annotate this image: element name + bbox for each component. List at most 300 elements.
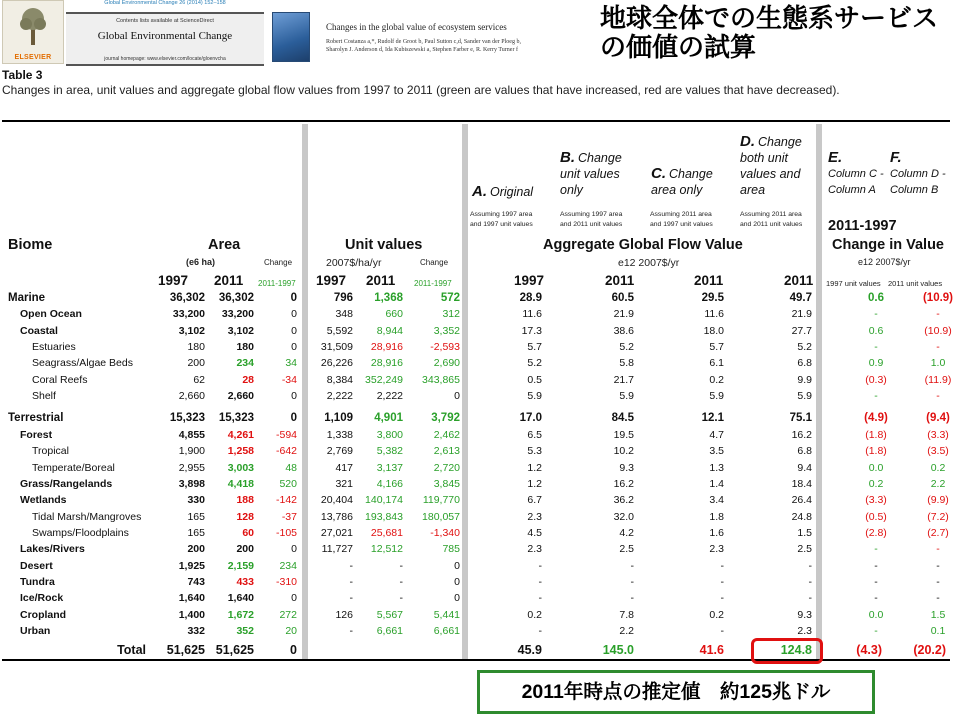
biome-name: Terrestrial — [8, 412, 64, 425]
biome-name: Tropical — [32, 445, 69, 458]
cell-uch: 785 — [442, 543, 460, 556]
journal-citation: Global Environmental Change 26 (2014) 152–158 — [104, 0, 226, 6]
total-agg-c: 41.6 — [699, 643, 724, 657]
table-row — [0, 339, 960, 355]
cell-ach: -642 — [275, 445, 297, 458]
cell-C: 11.6 — [704, 308, 724, 321]
cell-a97: 1,900 — [178, 445, 205, 458]
cell-a11: 180 — [236, 341, 254, 354]
cell-a11: 352 — [236, 625, 254, 637]
cell-B: 4.2 — [619, 526, 634, 539]
cell-E: 0.9 — [868, 357, 884, 370]
cell-D: 1.5 — [797, 526, 812, 539]
cell-a11: 60 — [242, 526, 254, 539]
cell-F: (3.5) — [927, 445, 949, 458]
cell-uch: 3,792 — [431, 412, 460, 425]
cell-A: 1.2 — [527, 477, 542, 490]
cell-D: 9.9 — [797, 373, 812, 386]
cell-B: 84.5 — [611, 412, 634, 425]
cell-F: 1.5 — [930, 608, 946, 621]
cell-a11: 3,102 — [227, 324, 254, 337]
biome-name: Shelf — [32, 390, 56, 403]
cell-a97: 62 — [193, 373, 205, 386]
cell-a97: 3,898 — [178, 477, 205, 490]
cell-u11: 1,368 — [374, 292, 403, 304]
cell-a97: 180 — [187, 341, 205, 354]
cell-ach: 272 — [279, 608, 297, 621]
biome-name: Marine — [8, 292, 46, 304]
cell-u11: 352,249 — [365, 373, 403, 386]
cell-a11: 128 — [236, 510, 254, 523]
col-head-a: A. Original — [472, 183, 534, 200]
area-change-label: Change — [264, 258, 293, 267]
biome-name: Temperate/Boreal — [32, 461, 115, 474]
cell-F: 1.0 — [930, 357, 946, 370]
cell-D: 9.4 — [797, 461, 812, 474]
cell-E: - — [874, 341, 878, 354]
cell-B: 38.6 — [613, 324, 634, 337]
cell-ach: 0 — [291, 592, 297, 605]
cell-F: 2.2 — [930, 477, 946, 490]
cell-A: 1.2 — [527, 461, 542, 474]
cell-B: - — [630, 559, 634, 572]
cell-C: 5.7 — [709, 341, 724, 354]
cell-uch: 3,845 — [433, 477, 460, 490]
authors-line-1: Robert Costanza a,*, Rudolf de Groot b, Paul Sutton c,d, Sander van der Ploeg b, — [326, 39, 521, 45]
cell-C: 1.6 — [709, 526, 724, 539]
cell-F: (10.9) — [924, 324, 952, 337]
cell-A: - — [538, 592, 542, 605]
cell-a97: 1,400 — [178, 608, 205, 621]
cell-ach: -37 — [281, 510, 297, 523]
cell-u11: - — [399, 592, 403, 605]
cell-A: 5.9 — [527, 390, 542, 403]
cell-F: - — [936, 308, 940, 321]
cell-E: - — [874, 559, 878, 572]
area-unit: (e6 ha) — [186, 257, 216, 267]
cell-B: 5.2 — [619, 341, 634, 354]
cell-C: 0.2 — [709, 373, 724, 386]
table-row — [0, 590, 960, 606]
cell-u97: 126 — [335, 608, 353, 621]
cell-A: 0.2 — [527, 608, 542, 621]
table-row — [0, 509, 960, 525]
table-row — [0, 388, 960, 404]
cell-D: 49.7 — [789, 292, 812, 304]
cell-u11: 193,843 — [365, 510, 403, 523]
cell-uch: 3,352 — [433, 324, 460, 337]
area-2011: 2011 — [214, 273, 244, 288]
publisher-name: ELSEVIER — [14, 54, 52, 61]
cell-u97: 26,226 — [320, 357, 353, 370]
cell-uch: 6,661 — [433, 625, 460, 637]
note-c: Assuming 2011 area and 1997 unit values — [650, 211, 713, 228]
cell-C: 1.3 — [709, 461, 724, 474]
cell-a97: 743 — [187, 575, 205, 588]
cell-D: 5.9 — [797, 390, 812, 403]
cell-u97: - — [349, 559, 353, 572]
biome-name: Grass/Rangelands — [20, 477, 113, 490]
cell-a97: 200 — [187, 543, 205, 556]
cell-D: - — [808, 559, 812, 572]
cell-F: (7.2) — [927, 510, 949, 523]
cell-a11: 1,640 — [227, 592, 254, 605]
cell-u97: 321 — [335, 477, 353, 490]
cell-ach: 34 — [285, 357, 297, 370]
highlight-box — [751, 638, 823, 664]
table-label: Table 3 — [2, 68, 43, 82]
cell-u11: 5,382 — [376, 445, 403, 458]
cell-E: (2.8) — [865, 526, 887, 539]
unit-change-label: Change — [420, 258, 449, 267]
cell-A: 5.2 — [527, 357, 542, 370]
cell-E: (3.3) — [865, 494, 887, 507]
cell-a97: 2,660 — [178, 390, 205, 403]
cell-F: (11.9) — [924, 373, 952, 386]
journal-name: Global Environmental Change — [97, 30, 233, 42]
cell-D: 6.8 — [797, 357, 812, 370]
table-row — [0, 306, 960, 322]
cell-u97: 5,592 — [326, 324, 353, 337]
table-row — [0, 558, 960, 574]
cell-B: 9.3 — [619, 461, 634, 474]
cell-a11: 2,660 — [227, 390, 254, 403]
cell-a97: 4,855 — [178, 428, 205, 441]
cell-C: - — [720, 559, 724, 572]
cell-u11: 28,916 — [370, 357, 403, 370]
cell-ach: -310 — [275, 575, 297, 588]
agg-2011-c: 2011 — [694, 273, 724, 288]
cell-ach: 234 — [279, 559, 297, 572]
total-change-f: (20.2) — [913, 643, 946, 657]
cell-u11: 12,512 — [370, 543, 403, 556]
biome-name: Tidal Marsh/Mangroves — [32, 510, 142, 523]
cell-C: 2.3 — [709, 543, 724, 556]
cell-a11: 36,302 — [218, 292, 254, 304]
cell-B: 5.9 — [619, 390, 634, 403]
cell-D: 6.8 — [797, 445, 812, 458]
cell-u11: - — [399, 559, 403, 572]
col-head-f: F. Column D - Column B — [890, 149, 946, 196]
cell-a11: 2,159 — [227, 559, 254, 572]
cell-u97: 348 — [335, 308, 353, 321]
cell-uch: 572 — [440, 292, 460, 304]
change-unit: e12 2007$/yr — [858, 257, 911, 267]
contents-line: Contents lists available at ScienceDirect — [116, 18, 214, 24]
biome-name: Desert — [20, 559, 53, 572]
cell-E: 0.6 — [868, 324, 884, 337]
cell-uch: 180,057 — [422, 510, 460, 523]
total-label: Total — [117, 643, 146, 657]
cell-uch: 2,613 — [433, 445, 460, 458]
cell-a97: 2,955 — [178, 461, 205, 474]
cell-u11: 28,916 — [370, 341, 403, 354]
cell-u11: 2,222 — [376, 390, 403, 403]
cell-A: 2.3 — [527, 543, 542, 556]
cell-C: 5.9 — [709, 390, 724, 403]
cell-ach: -34 — [281, 373, 297, 386]
aggregate-heading: Aggregate Global Flow Value — [543, 237, 743, 253]
cell-D: 2.3 — [797, 625, 812, 637]
cell-A: 6.5 — [527, 428, 542, 441]
cell-a97: 36,302 — [169, 292, 205, 304]
cell-ach: -105 — [275, 526, 297, 539]
cell-F: 0.1 — [930, 625, 946, 637]
table-caption: Changes in area, unit values and aggregate global flow values from 1997 to 2011 (green are values that have increased, red are values that have decreased). — [2, 83, 840, 97]
cell-uch: 0 — [454, 390, 460, 403]
cell-uch: 2,462 — [433, 428, 460, 441]
agg-1997: 1997 — [514, 273, 545, 288]
total-agg-d: 124.8 — [780, 643, 812, 657]
cell-u11: 4,166 — [376, 477, 403, 490]
cell-uch: 0 — [454, 559, 460, 572]
biome-name: Ice/Rock — [20, 592, 64, 605]
agg-2011-d: 2011 — [784, 273, 814, 288]
cell-u11: 3,800 — [376, 428, 403, 441]
cell-C: 4.7 — [709, 428, 724, 441]
cell-F: - — [936, 559, 940, 572]
cell-u97: 1,109 — [324, 412, 353, 425]
biome-name: Estuaries — [32, 341, 76, 354]
cell-B: - — [630, 592, 634, 605]
biome-name: Tundra — [20, 575, 55, 588]
cell-uch: -1,340 — [430, 526, 460, 539]
cell-D: 2.5 — [797, 543, 812, 556]
cell-B: 36.2 — [613, 494, 634, 507]
cell-B: 21.7 — [613, 373, 634, 386]
uv-2011: 2011 — [366, 273, 396, 288]
cell-E: 0.2 — [868, 477, 884, 490]
cell-a11: 3,003 — [227, 461, 254, 474]
cell-E: 0.6 — [868, 292, 884, 304]
cell-F: (9.4) — [926, 412, 950, 425]
cell-A: 0.5 — [527, 373, 542, 386]
cell-ach: 0 — [291, 341, 297, 354]
cell-C: - — [720, 575, 724, 588]
cell-D: 9.3 — [797, 608, 812, 621]
biome-name: Coastal — [20, 324, 58, 337]
cell-ach: 0 — [290, 412, 297, 425]
cell-B: 5.8 — [619, 357, 634, 370]
cell-C: 0.2 — [709, 608, 724, 621]
journal-cover — [272, 12, 310, 62]
elsevier-logo — [2, 0, 64, 64]
cell-a97: 1,925 — [178, 559, 205, 572]
cell-E: (0.3) — [865, 373, 887, 386]
cell-B: 19.5 — [613, 428, 634, 441]
total-agg-b: 145.0 — [602, 643, 634, 657]
table-row — [0, 525, 960, 541]
japanese-title — [600, 4, 938, 62]
cell-C: 6.1 — [709, 357, 724, 370]
cell-u97: - — [349, 592, 353, 605]
cell-D: 24.8 — [791, 510, 812, 523]
cell-ach: 48 — [285, 461, 297, 474]
cell-u97: 31,509 — [320, 341, 353, 354]
col-head-c: C. Change area only — [651, 165, 713, 197]
col-head-e: E. Column C - Column A — [828, 149, 884, 196]
biome-name: Swamps/Floodplains — [32, 526, 129, 539]
cell-ach: 0 — [290, 292, 297, 304]
note-d: Assuming 2011 area and 2011 unit values — [740, 211, 803, 228]
biome-name: Cropland — [20, 608, 67, 621]
cell-u97: 796 — [333, 292, 353, 304]
cell-uch: 2,690 — [433, 357, 460, 370]
cell-F: (2.7) — [927, 526, 949, 539]
cell-B: - — [630, 575, 634, 588]
cell-B: 32.0 — [613, 510, 634, 523]
table-row — [0, 460, 960, 476]
cell-F: 0.2 — [930, 461, 946, 474]
cell-A: - — [538, 575, 542, 588]
paper-title: Changes in the global value of ecosystem services — [326, 22, 507, 32]
cell-B: 2.2 — [619, 625, 634, 637]
cell-D: 5.2 — [797, 341, 812, 354]
total-area-change: 0 — [290, 643, 297, 657]
table-row — [0, 323, 960, 339]
agg-2011-b: 2011 — [605, 273, 635, 288]
cell-u11: - — [399, 575, 403, 588]
cell-B: 16.2 — [613, 477, 634, 490]
cell-u97: 8,384 — [326, 373, 353, 386]
cell-a97: 33,200 — [172, 308, 205, 321]
cell-F: - — [936, 390, 940, 403]
cell-u11: 3,137 — [376, 461, 403, 474]
cell-E: (1.8) — [865, 428, 887, 441]
journal-homepage[interactable]: journal homepage: www.elsevier.com/locate/gloenvcha — [104, 56, 226, 62]
authors-line-2: Sharolyn J. Anderson d, Ida Kubiszewski a, Stephen Farber e, R. Kerry Turner f — [326, 47, 518, 53]
cell-a97: 165 — [187, 526, 205, 539]
cell-C: - — [720, 625, 724, 637]
cell-ach: 520 — [279, 477, 297, 490]
cell-ach: -594 — [275, 428, 297, 441]
biome-name: Lakes/Rivers — [20, 543, 85, 556]
cell-a11: 433 — [236, 575, 254, 588]
total-change-e: (4.3) — [856, 643, 882, 657]
cell-C: 1.4 — [709, 477, 724, 490]
cell-B: 2.5 — [619, 543, 634, 556]
cell-E: (0.5) — [865, 510, 887, 523]
cell-uch: 5,441 — [433, 608, 460, 621]
cell-u11: 5,567 — [376, 608, 403, 621]
cell-u97: 2,222 — [326, 390, 353, 403]
cell-u11: 140,174 — [365, 494, 403, 507]
table-row — [0, 410, 960, 426]
cell-A: 6.7 — [527, 494, 542, 507]
cell-a11: 200 — [236, 543, 254, 556]
cell-a97: 3,102 — [178, 324, 205, 337]
cell-u97: - — [349, 575, 353, 588]
cell-A: 4.5 — [527, 526, 542, 539]
cell-E: - — [874, 575, 878, 588]
cell-a11: 1,258 — [227, 445, 254, 458]
cell-F: - — [936, 341, 940, 354]
table-row — [0, 427, 960, 443]
cell-A: - — [538, 625, 542, 637]
cell-a11: 15,323 — [218, 412, 254, 425]
cell-uch: -2,593 — [430, 341, 460, 354]
cell-uch: 312 — [442, 308, 460, 321]
journal-banner — [66, 12, 264, 66]
total-agg-a: 45.9 — [517, 643, 542, 657]
biome-heading: Biome — [8, 237, 53, 253]
cell-a11: 4,418 — [227, 477, 254, 490]
cell-E: (1.8) — [865, 445, 887, 458]
cell-C: - — [720, 592, 724, 605]
cell-C: 29.5 — [701, 292, 724, 304]
cell-a97: 330 — [187, 494, 205, 507]
cell-ach: 0 — [291, 324, 297, 337]
cell-E: - — [874, 592, 878, 605]
cell-D: 75.1 — [789, 412, 812, 425]
uv-1997: 1997 — [316, 273, 347, 288]
cell-D: - — [808, 575, 812, 588]
col-head-b: B. Change unit values only — [560, 149, 622, 197]
paper-authors — [326, 38, 576, 54]
area-1997: 1997 — [158, 273, 189, 288]
biome-name: Urban — [20, 625, 51, 637]
cell-u11: 6,661 — [376, 625, 403, 637]
table-row — [0, 607, 960, 623]
cell-a97: 332 — [187, 625, 205, 637]
cell-B: 60.5 — [611, 292, 634, 304]
cell-F: - — [936, 543, 940, 556]
cell-D: 27.7 — [791, 324, 812, 337]
cell-a11: 234 — [236, 357, 254, 370]
table-top-rule — [2, 120, 950, 122]
cell-a11: 33,200 — [221, 308, 254, 321]
cell-u97: 20,404 — [320, 494, 353, 507]
cell-ach: -142 — [275, 494, 297, 507]
area-range: 2011-1997 — [258, 279, 296, 288]
cell-C: 3.4 — [709, 494, 724, 507]
cell-a11: 4,261 — [227, 428, 254, 441]
table-row — [0, 541, 960, 557]
area-heading: Area — [208, 237, 241, 253]
cell-A: 28.9 — [519, 292, 542, 304]
cell-C: 18.0 — [703, 324, 724, 337]
japanese-title-line-2: の価値の試算 — [600, 32, 757, 62]
f-note: 2011 unit values — [888, 279, 943, 288]
cell-E: - — [874, 625, 878, 637]
cell-A: 17.3 — [521, 324, 542, 337]
table-row — [0, 574, 960, 590]
cell-u97: - — [349, 625, 353, 637]
cell-E: 0.0 — [868, 608, 884, 621]
cell-A: 17.0 — [519, 412, 542, 425]
period-heading: 2011-1997 — [828, 218, 897, 234]
cell-D: - — [808, 592, 812, 605]
article-header — [0, 0, 960, 66]
total-area-1997: 51,625 — [166, 643, 205, 657]
cell-u97: 417 — [335, 461, 353, 474]
cell-A: 11.6 — [522, 308, 542, 321]
cell-ach: 0 — [291, 390, 297, 403]
cell-E: 0.0 — [868, 461, 884, 474]
table-row — [0, 355, 960, 371]
cell-uch: 0 — [454, 575, 460, 588]
cell-B: 10.2 — [613, 445, 634, 458]
cell-E: (4.9) — [864, 412, 888, 425]
cell-u11: 660 — [385, 308, 403, 321]
cell-D: 18.4 — [791, 477, 812, 490]
note-a: Assuming 1997 area and 1997 unit values — [470, 211, 533, 228]
japanese-title-line-1: 地球全体での生態系サービス — [600, 3, 939, 33]
biome-name: Coral Reefs — [32, 373, 88, 386]
table-row — [0, 623, 960, 639]
unit-values-heading: Unit values — [345, 237, 423, 253]
cell-ach: 20 — [285, 625, 297, 637]
